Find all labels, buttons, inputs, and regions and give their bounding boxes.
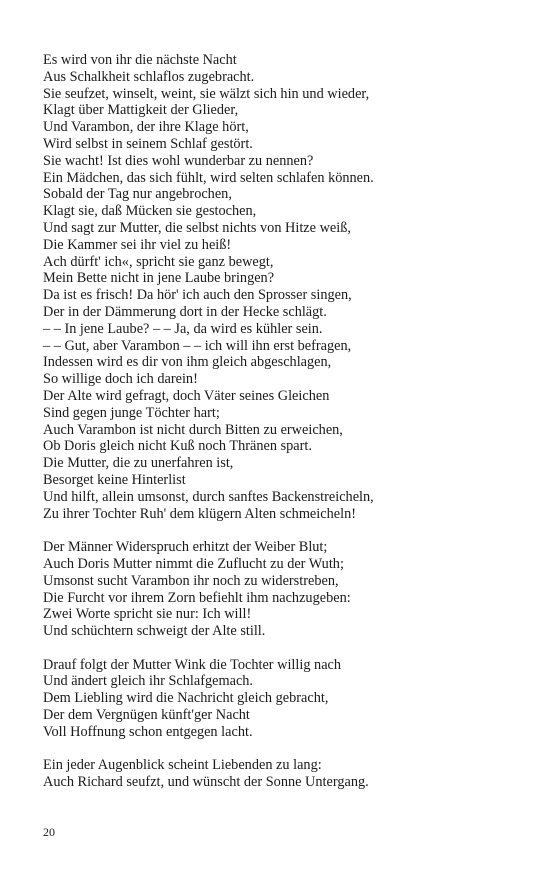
verse-line: Zwei Worte spricht sie nur: Ich will! (43, 606, 252, 623)
verse-line: Die Mutter, die zu unerfahren ist, (43, 455, 234, 472)
page-number: 20 (43, 825, 55, 839)
verse-line: Indessen wird es dir von ihm gleich abgeschlagen, (43, 354, 332, 371)
verse-line: Wird selbst in seinem Schlaf gestört. (43, 135, 253, 152)
verse-line: Und schüchtern schweigt der Alte still. (43, 623, 266, 640)
verse-line: Zu ihrer Tochter Ruh' dem klügern Alten schmeicheln! (43, 505, 356, 522)
verse-line: Drauf folgt der Mutter Wink die Tochter willig nach (43, 656, 342, 673)
verse-line: Sobald der Tag nur angebrochen, (43, 186, 232, 203)
verse-line: Ob Doris gleich nicht Kuß noch Thränen spart. (43, 438, 312, 455)
verse-line: So willige doch ich darein! (43, 371, 198, 388)
verse-line: Und sagt zur Mutter, die selbst nichts von Hitze weiß, (43, 219, 351, 236)
verse-line: Und hilft, allein umsonst, durch sanftes Backenstreicheln, (43, 488, 374, 505)
verse-line: Klagt über Mattigkeit der Glieder, (43, 102, 239, 119)
verse-line: Aus Schalkheit schlaflos zugebracht. (43, 68, 255, 85)
verse-line: Sie wacht! Ist dies wohl wunderbar zu nennen? (43, 152, 314, 169)
verse-line: Auch Doris Mutter nimmt die Zuflucht zu der Wuth; (43, 555, 344, 572)
verse-line: Ein Mädchen, das sich fühlt, wird selten schlafen können. (43, 169, 374, 186)
stanza-1 (43, 52, 513, 522)
verse-line: – – Gut, aber Varambon – – ich will ihn erst befragen, (43, 337, 352, 354)
verse-line: Die Kammer sei ihr viel zu heiß! (43, 236, 232, 253)
verse-line: Da ist es frisch! Da hör' ich auch den Sprosser singen, (43, 287, 352, 304)
verse-line: Sie seufzet, winselt, weint, sie wälzt sich hin und wieder, (43, 85, 370, 102)
verse-line: – – In jene Laube? – – Ja, da wird es kühler sein. (43, 320, 323, 337)
verse-line: Der Alte wird gefragt, doch Väter seines Gleichen (43, 387, 330, 404)
verse-line: Umsonst sucht Varambon ihr noch zu widerstreben, (43, 572, 339, 589)
verse-line: Voll Hoffnung schon entgegen lacht. (43, 723, 253, 740)
verse-line: Mein Bette nicht in jene Laube bringen? (43, 270, 275, 287)
verse-line: Der Männer Widerspruch erhitzt der Weiber Blut; (43, 539, 328, 556)
verse-line: Dem Liebling wird die Nachricht gleich gebracht, (43, 690, 329, 707)
verse-line: Auch Richard seufzt, und wünscht der Sonne Untergang. (43, 774, 369, 791)
verse-line: Ein jeder Augenblick scheint Liebenden zu lang: (43, 757, 322, 774)
stanza-3 (43, 657, 513, 741)
verse-line: Die Furcht vor ihrem Zorn befiehlt ihm nachzugeben: (43, 589, 351, 606)
verse-line: Ach dürft' ich«, spricht sie ganz bewegt, (43, 253, 274, 270)
verse-line: Der dem Vergnügen künft'ger Nacht (43, 707, 250, 724)
verse-line: Besorget keine Hinterlist (43, 471, 186, 488)
verse-line: Der in der Dämmerung dort in der Hecke schlägt. (43, 303, 327, 320)
verse-line: Auch Varambon ist nicht durch Bitten zu erweichen, (43, 421, 343, 438)
verse-line: Es wird von ihr die nächste Nacht (43, 52, 237, 68)
verse-line: Und ändert gleich ihr Schlafgemach. (43, 673, 254, 690)
stanza-4 (43, 757, 513, 791)
poem-body (43, 52, 513, 808)
verse-line: Und Varambon, der ihre Klage hört, (43, 119, 249, 136)
verse-line: Sind gegen junge Töchter hart; (43, 404, 220, 421)
stanza-2 (43, 539, 513, 640)
verse-line: Klagt sie, daß Mücken sie gestochen, (43, 203, 257, 220)
